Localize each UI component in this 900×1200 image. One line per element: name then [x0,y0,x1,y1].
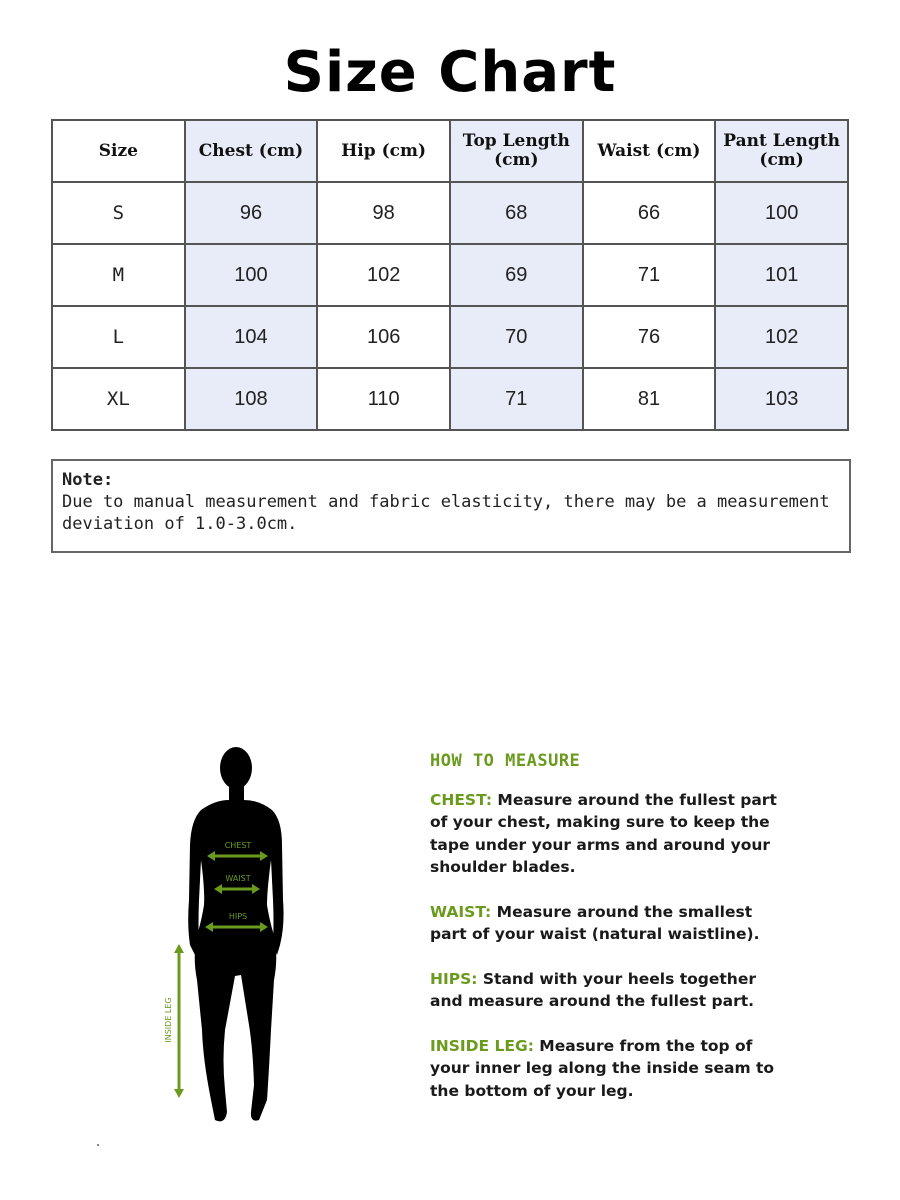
table-cell: 100 [715,182,848,244]
table-cell: 108 [185,368,318,430]
note-box [51,459,851,553]
table-cell: 106 [317,306,450,368]
table-cell: 103 [715,368,848,430]
table-cell: 71 [583,244,716,306]
table-cell: 66 [583,182,716,244]
table-cell-size: M [52,244,185,306]
measure-key: WAIST: [430,902,492,921]
body-silhouette-figure [155,740,305,1130]
waist-label: WAIST [225,874,251,883]
measure-item-waist [430,901,780,946]
col-header-size: Size [52,120,185,182]
note-label: Note: [62,470,114,490]
table-row [52,306,848,368]
measure-item-inside-leg [430,1035,780,1103]
table-cell: 100 [185,244,318,306]
table-cell-size: XL [52,368,185,430]
measure-key: HIPS: [430,969,478,988]
page-title: Size Chart [283,40,617,105]
measure-item-hips [430,968,780,1013]
table-row [52,244,848,306]
measure-key: INSIDE LEG: [430,1036,534,1055]
table-cell: 102 [715,306,848,368]
hips-label: HIPS [228,912,248,921]
table-cell: 76 [583,306,716,368]
table-cell: 110 [317,368,450,430]
table-row [52,182,848,244]
measure-text: Measure around the smallest part of your waist (natural waistline). [430,902,760,943]
table-cell: 71 [450,368,583,430]
col-header-pant-length-label: Pant Length (cm) [723,131,840,170]
table-cell: 68 [450,182,583,244]
table-cell: 102 [317,244,450,306]
col-header-top-length [450,120,583,182]
measure-item-chest [430,789,780,879]
how-to-measure-heading: HOW TO MEASURE [430,751,581,771]
col-header-chest: Chest (cm) [185,120,318,182]
table-cell-size: S [52,182,185,244]
inside-leg-label: INSIDE LEG [164,997,173,1043]
chest-label: CHEST [224,841,252,850]
col-header-hip: Hip (cm) [317,120,450,182]
table-cell-size: L [52,306,185,368]
table-cell: 98 [317,182,450,244]
col-header-top-length-label: Top Length (cm) [462,131,570,170]
size-table [51,119,849,431]
table-cell: 104 [185,306,318,368]
measure-text: Measure from the top of your inner leg along the inside seam to the bottom of your leg. [430,1036,775,1100]
note-text: Due to manual measurement and fabric elasticity, there may be a measurement deviation of 1.0-3.0cm. [62,492,830,534]
silhouette [188,747,283,1121]
stray-dot [97,1144,99,1146]
table-cell: 101 [715,244,848,306]
table-cell: 96 [185,182,318,244]
measure-text: Measure around the fullest part of your chest, making sure to keep the tape under your arms and around your shoulder blades. [430,790,777,876]
how-to-measure [430,750,780,1124]
table-row [52,368,848,430]
table-cell: 81 [583,368,716,430]
table-header-row [52,120,848,182]
measure-key: CHEST: [430,790,493,809]
measure-text: Stand with your heels together and measure around the fullest part. [430,969,756,1010]
col-header-waist: Waist (cm) [583,120,716,182]
col-header-pant-length [715,120,848,182]
table-cell: 69 [450,244,583,306]
table-cell: 70 [450,306,583,368]
